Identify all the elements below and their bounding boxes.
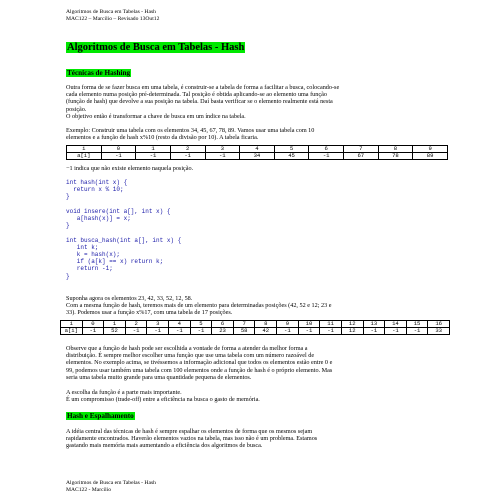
choice-paragraph [66,389,431,403]
table-cell: 12 [341,328,363,335]
code-line: void insere(int a[], int x) { [66,207,171,215]
table-cell: -1 [190,328,212,335]
code-line: return -1; [66,265,113,273]
table-cell: 13 [363,321,385,328]
code-line [66,201,181,208]
text-line: 33). Podemos usar a função x%17, com uma tabela de 17 posições. [66,309,233,317]
table-cell: -1 [136,153,171,160]
table-cell: -1 [320,328,342,335]
table-cell: 6 [309,146,344,153]
page-header [66,9,159,22]
footer-line-1: Algoritmos de Busca em Tabelas - Hash [66,480,156,486]
table-cell: 3 [147,321,169,328]
code-line: a[hash(x)] = x; [66,215,131,223]
text-line: Outra forma de se fazer busca em uma tabela, é construir-se a tabela de forma a facilitar a busca, colocando-se [66,84,340,91]
table-cell: 34 [240,153,275,160]
code-line: return x % 10; [66,186,124,194]
text-line: A escolha da função é a parte mais importante. [66,389,182,396]
table-cell: 5 [274,146,309,153]
text-line: seria uma tabela muito grande para uma quantidade pequena de elementos. [66,373,252,381]
text-line: Com a mesma função de hash, teremos mais de um elemento para determinadas posições (42, 52 e 12; 23 e [66,302,332,310]
code-line: } [66,193,70,201]
text-line: elementos e a função de hash x%10 (resto da divisão por 10). A tabela ficaria. [66,134,259,142]
table-cell: 1 [104,321,126,328]
table-cell: 2 [125,321,147,328]
text-line: cada elemento numa posição pré-determinada. Tal posição é obtida aplicando-se ao elemento uma função [66,91,327,99]
header-line-2: MAC122 – Marcilio – Revisado 13Out12 [66,15,160,22]
table-cell: 9 [413,146,448,153]
table-cell: 6 [212,321,234,328]
table-cell: 9 [277,321,299,328]
note-empty-slot: −1 indica que não existe elemento naquela posição. [66,165,194,172]
text-line: Exemplo: Construir uma tabela com os elementos 34, 45, 67, 78, 89. Vamos usar uma tabela com 10 [66,127,315,134]
code-line: } [66,222,70,230]
table-cell: -1 [101,153,136,160]
text-line: distribuição. É sempre melhor escolher uma função que use uma tabela com um número razoável de [66,352,315,360]
text-line: O objetivo então é transformar a chave de busca em um índice na tabela. [66,112,246,120]
text-line: Observe que a função de hash pode ser escolhida a vontade de forma a atender da melhor forma a [66,345,308,352]
table-cell: 67 [344,153,379,160]
intro-paragraph [66,84,431,120]
table-cell: 4 [240,146,275,153]
document-title: Algoritmos de Busca em Tabelas - Hash [67,42,245,53]
table-cell: -1 [298,328,320,335]
table-header-row [67,146,448,153]
code-line: int k; [66,243,99,251]
spread-paragraph [66,428,431,450]
text-line: gastando mais memória mais aumentando a eficiência dos algoritmos de busca. [66,442,263,450]
text-line: posição. [66,105,87,113]
example-paragraph [66,127,431,141]
hash-table-10 [66,145,448,160]
table-header-row [61,321,450,328]
suppose-paragraph [66,295,431,317]
table-cell: -1 [363,328,385,335]
table-cell: -1 [205,153,240,160]
table-cell: -1 [406,328,428,335]
table-cell: 5 [190,321,212,328]
table-cell: 52 [104,328,126,335]
table-cell: -1 [385,328,407,335]
table-cell: a[i] [67,153,102,160]
table-cell: 11 [320,321,342,328]
text-line: Suponha agora os elementos 23, 42, 33, 52, 12, 58. [66,295,193,302]
code-line: int busca_hash(int a[], int x) { [66,236,182,244]
table-cell: 16 [428,321,450,328]
code-block [66,179,181,280]
table-cell: -1 [277,328,299,335]
table-cell: a[i] [61,328,83,335]
table-cell: 78 [378,153,413,160]
table-row [61,328,450,335]
table-cell: 58 [233,328,255,335]
text-line: 99, podemos usar também uma tabela com 100 elementos onde a função de hash é o próprio elemento. Mas [66,366,333,374]
table-cell: 0 [101,146,136,153]
table-cell: -1 [82,328,104,335]
table-cell: 2 [170,146,205,153]
table-cell: 15 [406,321,428,328]
table-cell: 8 [255,321,277,328]
text-line: rapidamente encontrados. Haverão elementos vazios na tabela, mas isso não é um problema. Estamos [66,435,318,443]
code-line: } [66,272,70,280]
code-line: int hash(int x) { [66,179,128,186]
table-cell: 10 [298,321,320,328]
observe-paragraph [66,345,431,381]
table-cell: i [61,321,83,328]
table-cell: -1 [125,328,147,335]
table-cell: 45 [274,153,309,160]
table-cell: 33 [428,328,450,335]
table-cell: 3 [205,146,240,153]
section-heading-spread: Hash e Espalhamento [67,412,134,420]
text-line: A idéia central das técnicas de hash é sempre espalhar os elementos de forma que os mesmos sejam [66,428,313,435]
table-cell: 89 [413,153,448,160]
table-cell: -1 [169,328,191,335]
table-row [67,153,448,160]
text-line: elementos. No exemplo acima, se tivéssemos a informação adicional que todos os elementos estão entre 0 e [66,359,333,367]
table-cell: 23 [212,328,234,335]
table-cell: 1 [136,146,171,153]
table-cell: 4 [169,321,191,328]
table-cell: 12 [341,321,363,328]
section-heading-hashing: Técnicas de Hashing [67,69,131,77]
page-footer [66,480,156,493]
code-line: k = hash(x); [66,251,121,259]
table-cell: 14 [385,321,407,328]
code-line [66,229,181,236]
hash-table-17 [60,320,450,335]
table-cell: 0 [82,321,104,328]
table-cell: 42 [255,328,277,335]
table-cell: -1 [309,153,344,160]
text-line: É um compromisso (trade-off) entre a eficiência na busca o gasto de memória. [66,396,260,404]
table-cell: 7 [233,321,255,328]
footer-line-2: MAC122 - Marcilio [66,486,112,493]
table-cell: -1 [170,153,205,160]
header-line-1: Algoritmos de Busca em Tabelas - Hash [66,9,156,15]
text-line: (função de hash) que devolve a sua posição na tabela. Daí basta verificar se o elemento realmente está nesta [66,98,333,106]
table-cell: 8 [378,146,413,153]
code-line: if (a[k] == x) return k; [66,258,164,266]
table-cell: -1 [147,328,169,335]
table-cell: 7 [344,146,379,153]
table-cell: i [67,146,102,153]
